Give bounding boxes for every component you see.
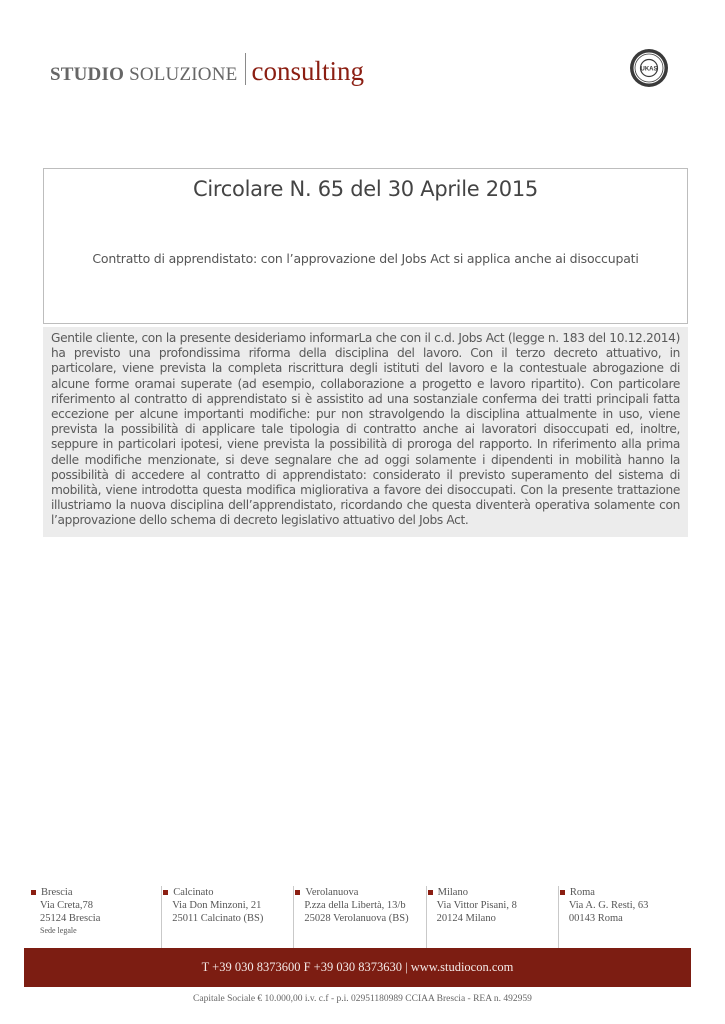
body-paragraph: Gentile cliente, con la presente desideriamo informarLa che con il c.d. Jobs Act (legge n. 183 del 10.12.2014) ha previsto una profondissima riforma della disciplina del lavoro. Con il terzo decreto attuativo, in particolare, viene prevista la completa riscrittura degli istituti del lavoro e la contestuale abrogazione di alcune forme oramai superate (ad esempio, collaborazione a progetto e lavoro ripartito). Con particolare riferimento al contratto di apprendistato si è assistito ad una sostanziale conferma dei tratti principali fatta eccezione per alcune importanti modifiche: pur non stravolgendo la disciplina attualmente in uso, viene prevista la possibilità di applicare tale tipologia di contratto anche ai lavoratori disoccupati ed, inoltre, seppure in particolari ipotesi, viene prevista la possibilità di proroga del rapporto. In riferimento alla prima delle modifiche menzionate, si deve segnalare che ad oggi solamente i dipendenti in mobilità hanno la possibilità di accedere al contratto di apprendistato: considerato il previsto superamento del sistema di mobilità, viene introdotta questa modifica migliorativa a favore dei disoccupati. Con la presente trattazione illustriamo la nuova disciplina dell’apprendistato, ricordando che questa diventerà operativa solamente con l’approvazione dello schema di decreto legislativo attuativo del Jobs Act.: [51, 331, 680, 528]
bullet-square-icon: [560, 890, 565, 895]
contact-bar: [24, 948, 691, 987]
svg-text:UKAS: UKAS: [640, 66, 658, 73]
company-logo: [50, 52, 364, 86]
brand-name-bold: STUDIO: [50, 64, 125, 85]
office-verolanuova: [293, 886, 425, 948]
office-street: P.zza della Libertà, 13/b: [304, 900, 406, 911]
office-city: Verolanuova: [305, 887, 359, 898]
office-zip-city: 25028 Verolanuova (BS): [304, 913, 409, 924]
office-note: Sede legale: [40, 926, 77, 935]
brand-divider: [245, 53, 246, 85]
office-zip-city: 25124 Brescia: [40, 913, 101, 924]
circular-header-box: [43, 168, 688, 324]
circular-title: Circolare N. 65 del 30 Aprile 2015: [193, 177, 538, 201]
brand-name-accent: consulting: [251, 56, 364, 86]
office-city: Roma: [569, 887, 595, 898]
office-city: Milano: [437, 887, 468, 898]
office-city: Calcinato: [173, 887, 214, 898]
office-street: Via Creta,78: [40, 900, 94, 911]
body-text-box: [43, 327, 688, 537]
office-street: Via Don Minzoni, 21: [172, 900, 262, 911]
office-brescia: [30, 886, 161, 948]
office-street: Via A. G. Resti, 63: [568, 900, 649, 911]
office-city: Brescia: [41, 887, 73, 898]
office-roma: [558, 886, 690, 948]
office-zip-city: 00143 Roma: [568, 913, 623, 924]
bullet-square-icon: [295, 890, 300, 895]
bullet-square-icon: [31, 890, 36, 895]
certification-seal-icon: [629, 48, 669, 88]
bullet-square-icon: [428, 890, 433, 895]
office-zip-city: 20124 Milano: [436, 913, 496, 924]
bullet-square-icon: [163, 890, 168, 895]
office-street: Via Vittor Pisani, 8: [436, 900, 517, 911]
office-list: [30, 886, 690, 948]
office-calcinato: [161, 886, 293, 948]
office-milano: [426, 886, 558, 948]
legal-info: Capitale Sociale € 10.000,00 i.v. c.f - p.i. 02951180989 CCIAA Brescia - REA n. 492959: [193, 994, 532, 1004]
contact-line: T +39 030 8373600 F +39 030 8373630 | www.studiocon.com: [201, 960, 514, 974]
office-zip-city: 25011 Calcinato (BS): [172, 913, 264, 924]
circular-subtitle: Contratto di apprendistato: con l’approvazione del Jobs Act si applica anche ai disoccupati: [92, 251, 639, 266]
brand-name-regular: SOLUZIONE: [129, 64, 238, 85]
